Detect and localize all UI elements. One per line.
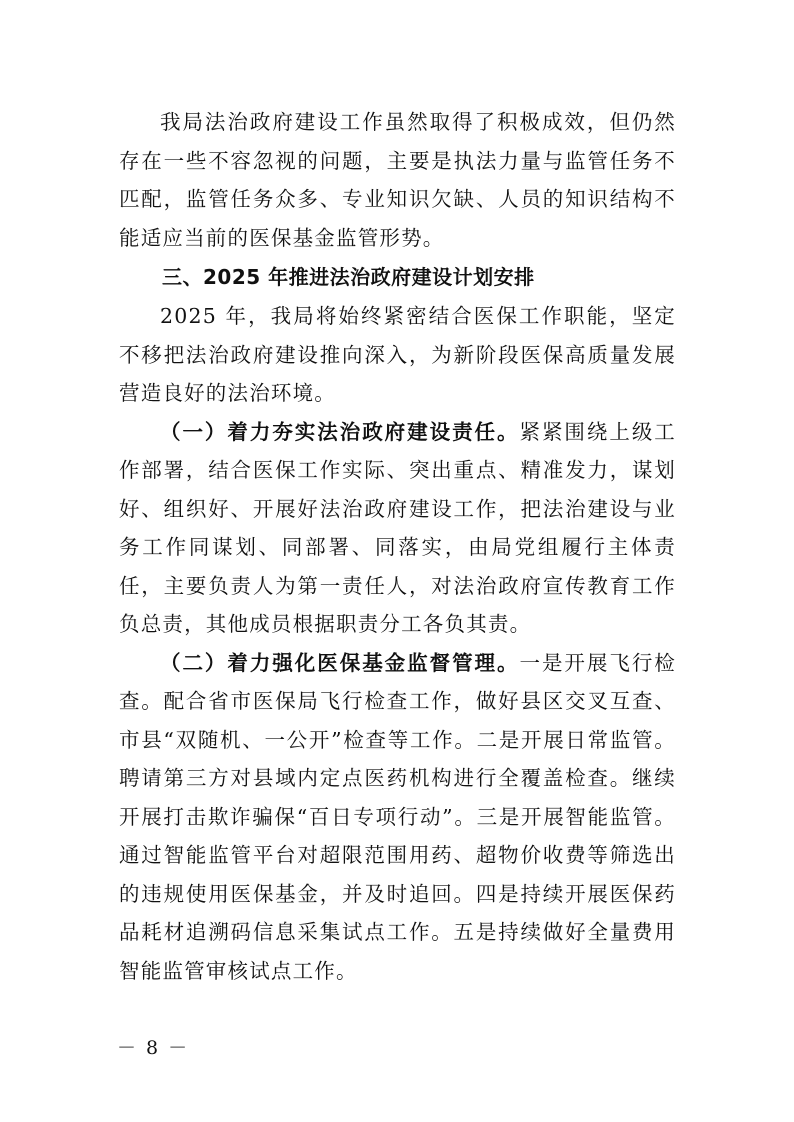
paragraph-2025-intro: 2025 年，我局将始终紧密结合医保工作职能，坚定不移把法治政府建设推向深入，为新阶段医保高质量发展营造良好的法治环境。 <box>119 304 676 405</box>
item-fund-supervision <box>119 644 676 991</box>
section-heading-2025-plan: 三、2025 年推进法治政府建设计划安排 <box>162 265 535 289</box>
page-number: － 8 － <box>117 1037 190 1059</box>
item-responsibility-body: 紧紧围绕上级工作部署，结合医保工作实际、突出重点、精准发力，谋划好、组织好、开展好法治政府建设工作，把法治建设与业务工作同谋划、同部署、同落实，由局党组履行主体责任，主要负责人为第一责任人，对法治政府宣传教育工作负总责，其他成员根据职责分工各负其责。 <box>119 419 676 636</box>
item-responsibility-lead: （一）着力夯实法治政府建设责任。 <box>160 419 520 444</box>
item-fund-supervision-lead: （二）着力强化医保基金监督管理。 <box>160 650 520 675</box>
item-fund-supervision-body: 一是开展飞行检查。配合省市医保局飞行检查工作，做好县区交叉互查、市县“双随机、一公开”检查等工作。二是开展日常监管。聘请第三方对县域内定点医药机构进行全覆盖检查。继续开展打击欺诈骗保“百日专项行动”。三是开展智能监管。通过智能监管平台对超限范围用药、超物价收费等筛选出的违规使用医保基金，并及时追回。四是持续开展医保药品耗材追溯码信息采集试点工作。五是持续做好全量费用智能监管审核试点工作。 <box>119 650 676 983</box>
paragraph-problems: 我局法治政府建设工作虽然取得了积极成效，但仍然存在一些不容忽视的问题，主要是执法力量与监管任务不匹配，监管任务众多、专业知识欠缺、人员的知识结构不能适应当前的医保基金监管形势。 <box>119 110 676 250</box>
document-body <box>119 103 676 990</box>
item-responsibility <box>119 413 676 644</box>
